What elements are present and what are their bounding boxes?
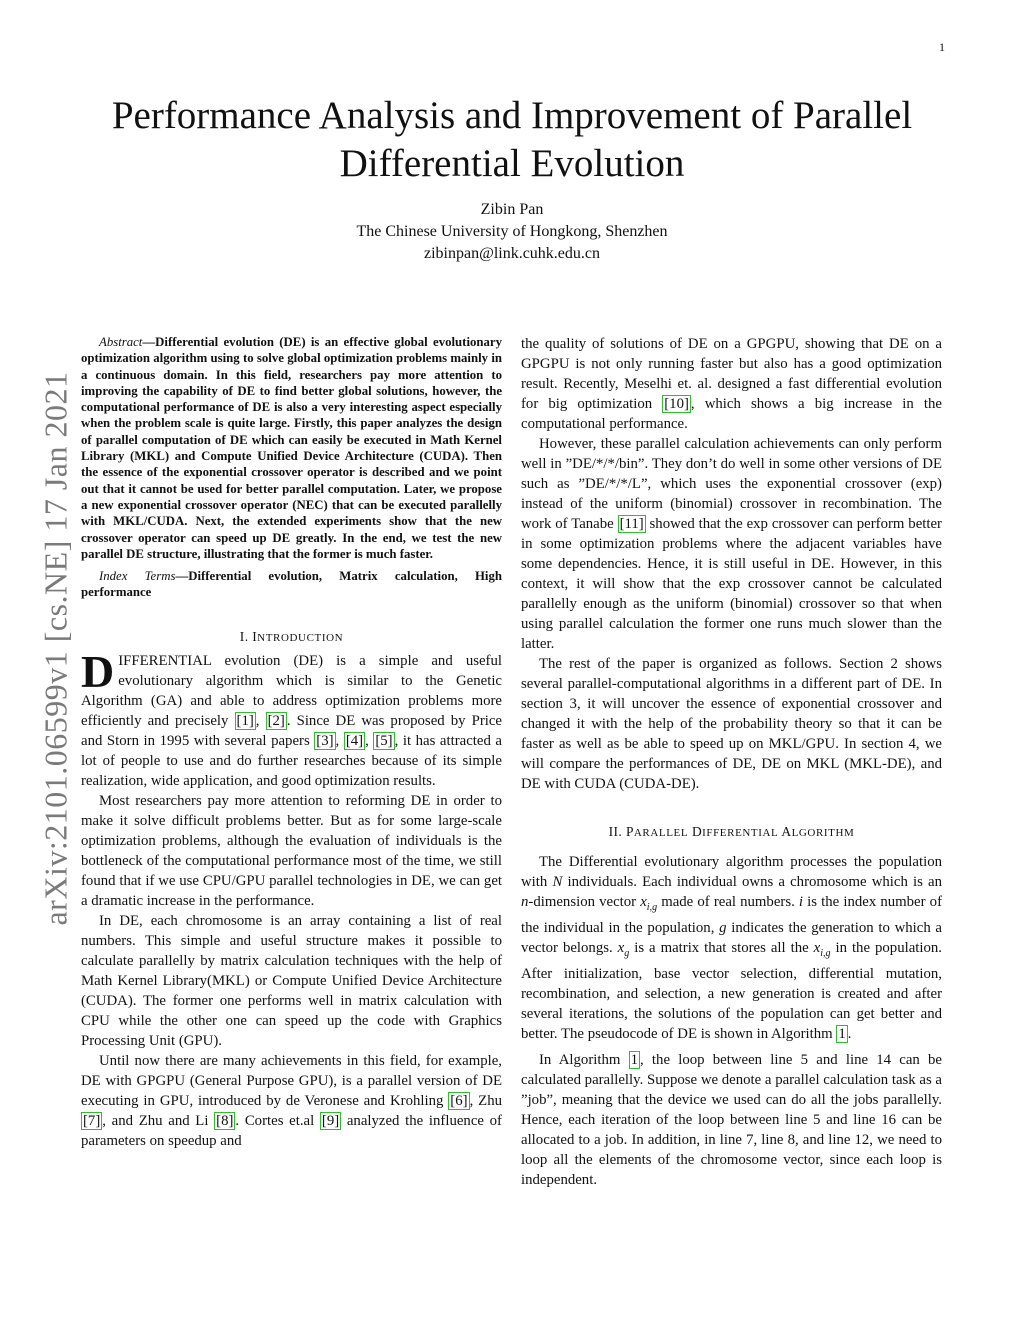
page-number: 1 (939, 40, 945, 54)
author-name: Zibin Pan (480, 201, 544, 218)
section-heading-parallel-de: II. PARALLEL DIFFERENTIAL ALGORITHM (608, 824, 855, 839)
arxiv-stamp-text: arXiv:2101.06599v1 [cs.NE] 17 Jan 2021 (37, 370, 74, 926)
citation-link[interactable]: [3] (316, 732, 334, 749)
right-column (521, 334, 942, 1190)
citation-link[interactable]: [11] (619, 516, 644, 532)
intro-paragraph-1: DIFFERENTIAL evolution (DE) is a simple and useful evolutionary algorithm which is similar to the Genetic Algorithm (GA) and able to address optimization problems more efficiently and precisely [1] , [2] . Since DE was proposed by Price and Storn in 1995 with several papers [3] , [4] , [5] , it has attracted a lot of people to use and do further researches because of its simple realization, wide application, and good optimization results. (81, 645, 503, 789)
citation-link[interactable]: [7] (83, 1112, 101, 1129)
index-terms-text: —Differential evolution, Matrix calculation, High performance (81, 569, 502, 600)
citation-link[interactable]: [9] (321, 1112, 340, 1129)
author-block (0, 199, 1024, 265)
algorithm-link[interactable]: 1 (838, 1025, 846, 1042)
left-column (81, 334, 502, 1151)
section-heading-introduction: I. INTRODUCTION (239, 628, 344, 644)
citation-link[interactable]: [5] (375, 732, 393, 749)
abstract-text: —Differential evolution (DE) is an effective global evolutionary optimization algorithm using to solve global optimization problems mainly in a continuous domain. In this field, researchers pay more attention to improving the capability of DE to find better global solutions, however, the computational performance of DE is also a very interesting aspect especially when the problem scale is quite large. Firstly, this paper analyzes the design of parallel computation of DE which can easily be executed in Math Kernel Library (MKL) and Compute Unified Device Architecture (CUDA). Then the essence of the exponential crossover operator is described and we point out that it cannot be used for better parallel computation. Later, we propose a new exponential crossover operator (NEC) that can be executed parallelly with MKL/CUDA. Next, the extended experiments show that the new crossover operator can speed up DE greatly. In the end, we test the new parallel DE structure, illustrating that the former is much faster. (81, 335, 502, 561)
index-terms-label: Index Terms (99, 569, 176, 584)
paper-title: Performance Analysis and Improvement of Parallel Differential Evolution (111, 94, 913, 185)
intro-paragraph-4: Until now there are many achievements in this field, for example, DE with GPGPU (General Purpose GPU), is a parallel version of DE executing in GPU, introduced by de Veronese and Krohling [6] , Zhu [7] , and Zhu and Li [8] . Cortes et.al [9] analyzed the influence of parameters on speedup and (81, 1052, 503, 1149)
drop-cap: D (81, 645, 115, 697)
index-terms (81, 568, 502, 601)
intro-paragraph-5: the quality of solutions of DE on a GPGPU, showing that DE on a GPGPU is not only running faster but also has a good optimization result. Recently, Meselhi et. al. designed a fast differential evolution for big optimization [10] , which shows a big increase in the computational performance. (521, 336, 942, 432)
citation-link[interactable]: [2] (267, 712, 285, 729)
citation-link[interactable]: [10] (664, 396, 689, 412)
citation-link[interactable]: [1] (236, 712, 254, 729)
section2-paragraph-1: The Differential evolutionary algorithm processes the population with N individuals. Each individual owns a chromosome which is an n-dimension vector $x_{i,g}$ made of real numbers. i is the index number of the individual in the population, g indicates the generation to which a vector belongs. $x_g$ is a matrix that stores all the $x_{i,g}$ in the population. After initialization, base vector selection, differential mutation, recombination, and selection, a new generation is created and after several iterations, the solutions of the population can get better and better. The pseudocode of DE is shown in Algorithm 1 . (521, 854, 943, 1042)
citation-link[interactable]: [4] (345, 732, 364, 749)
abstract (81, 334, 502, 562)
author-email: zibinpan@link.cuhk.edu.cn (423, 245, 601, 262)
author-affiliation: The Chinese University of Hongkong, Shenzhen (356, 223, 668, 240)
algorithm-link[interactable]: 1 (630, 1051, 639, 1068)
intro-paragraph-7: The rest of the paper is organized as follows. Section 2 shows several parallel-computational algorithms in a different part of DE. In section 3, it will uncover the essence of exponential crossover and changed it with the help of the probability theory so that it can be faster as well as be able to speed up on MKL/GPU. In section 4, we will compare the performances of DE, DE on MKL (MKL-DE), and DE with CUDA (CUDA-DE). (521, 656, 942, 792)
arxiv-stamp (28, 348, 84, 948)
intro-paragraph-3: In DE, each chromosome is an array containing a list of real numbers. This simple and useful structure makes it possible to calculate parallelly by matrix calculation techniques with the help of Math Kernel Library(MKL) or Compute Unified Device Architecture (CUDA). The former one performs well in matrix calculation with CPU while the other one can speed up the code with Graphics Processing Unit (GPU). (81, 912, 502, 1049)
intro-paragraph-6: However, these parallel calculation achievements can only perform well in ”DE/*/*/bin”. They don’t do well in some other versions of DE such as ”DE/*/*/L”, which uses the exponential crossover (exp) instead of the uniform (binomial) crossover in recombination. The work of Tanabe [11] showed that the exp crossover can perform better in some optimization problems where the adjacent variables have some dependencies. Hence, it is still useful in DE. However, in this context, it will show that the exp crossover cannot be calculated parallelly enough as the uniform (binomial) crossover so that when using parallel calculation the former one runs much slower than the latter. (521, 436, 942, 652)
citation-link[interactable]: [8] (216, 1112, 234, 1129)
abstract-label: Abstract (99, 335, 143, 349)
intro-paragraph-2: Most researchers pay more attention to reforming DE in order to make it solve difficult problems better. But as for some large-scale optimization problems, although the evaluation of individuals is the bottleneck of the computational performance most of the time, we still found that if we use CPU/GPU parallel technologies in DE, we can get a dramatic increase in the performance. (81, 792, 502, 909)
citation-link[interactable]: [6] (450, 1092, 468, 1109)
section2-paragraph-2: In Algorithm 1 , the loop between line 5 and line 14 can be calculated parallelly. Suppose we denote a parallel calculation task as a ”job”, meaning that the device we used can do all the jobs parallelly. Hence, each iteration of the loop between line 5 and line 16 can be allocated to a job. In addition, in line 7, line 8, and line 12, we need to loop all the elements of the chromosome vector, since each loop is independent. (521, 1051, 943, 1188)
